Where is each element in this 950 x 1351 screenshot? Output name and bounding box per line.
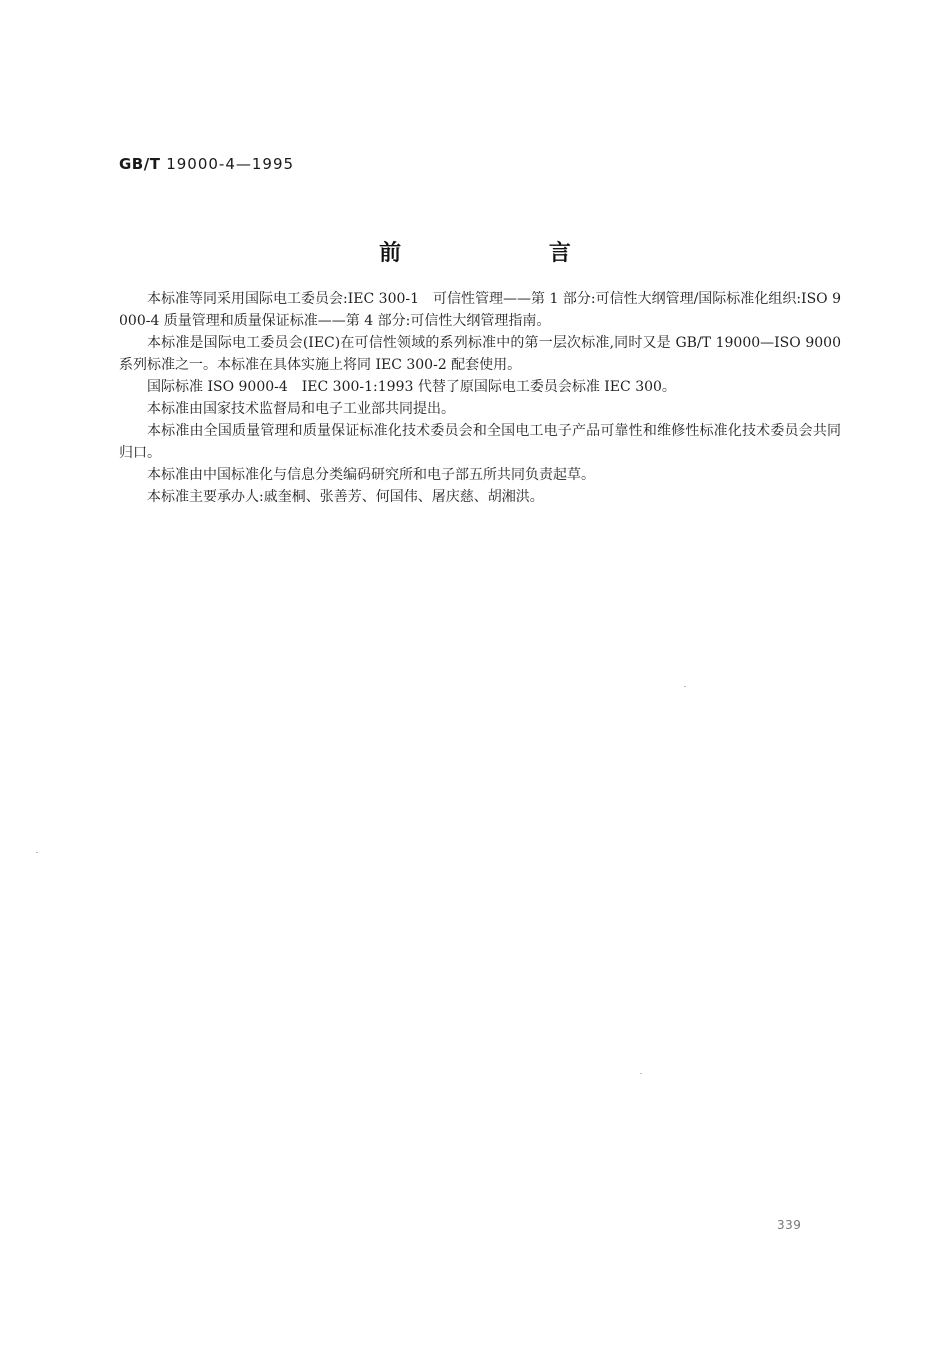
paragraph-series: 本标准是国际电工委员会(IEC)在可信性领域的系列标准中的第一层次标准,同时又是 GB/T 19000—ISO 9000 系列标准之一。本标准在具体实施上将同 IEC 300-2 配套使用。	[119, 335, 841, 373]
paragraph-drafters: 本标准由中国标准化与信息分类编码研究所和电子部五所共同负责起草。	[147, 467, 595, 483]
page-number: 339	[777, 1218, 802, 1232]
scan-speck	[36, 852, 38, 853]
standard-code-header	[119, 155, 294, 173]
standard-number: 19000-4—1995	[166, 155, 295, 173]
scan-speck	[684, 686, 686, 687]
standard-prefix: GB/T	[119, 155, 161, 173]
paragraph-authors: 本标准主要承办人:戚奎桐、张善芳、何国伟、屠庆慈、胡湘洪。	[147, 489, 544, 505]
section-title: 前 言	[379, 241, 641, 266]
paragraph-replacement: 国际标准 ISO 9000-4 IEC 300-1:1993 代替了原国际电工委员会标准 IEC 300。	[147, 379, 676, 395]
paragraph-adoption: 本标准等同采用国际电工委员会:IEC 300-1 可信性管理——第 1 部分:可信性大纲管理/国际标准化组织:ISO 9000-4 质量管理和质量保证标准——第 4 部分:可信性大纲管理指南。	[119, 291, 841, 329]
paragraph-centralized: 本标准由全国质量管理和质量保证标准化技术委员会和全国电工电子产品可靠性和维修性标准化技术委员会共同归口。	[119, 423, 841, 461]
foreword-body	[119, 288, 841, 508]
paragraph-proposer: 本标准由国家技术监督局和电子工业部共同提出。	[147, 401, 455, 417]
scan-speck	[640, 1073, 642, 1074]
